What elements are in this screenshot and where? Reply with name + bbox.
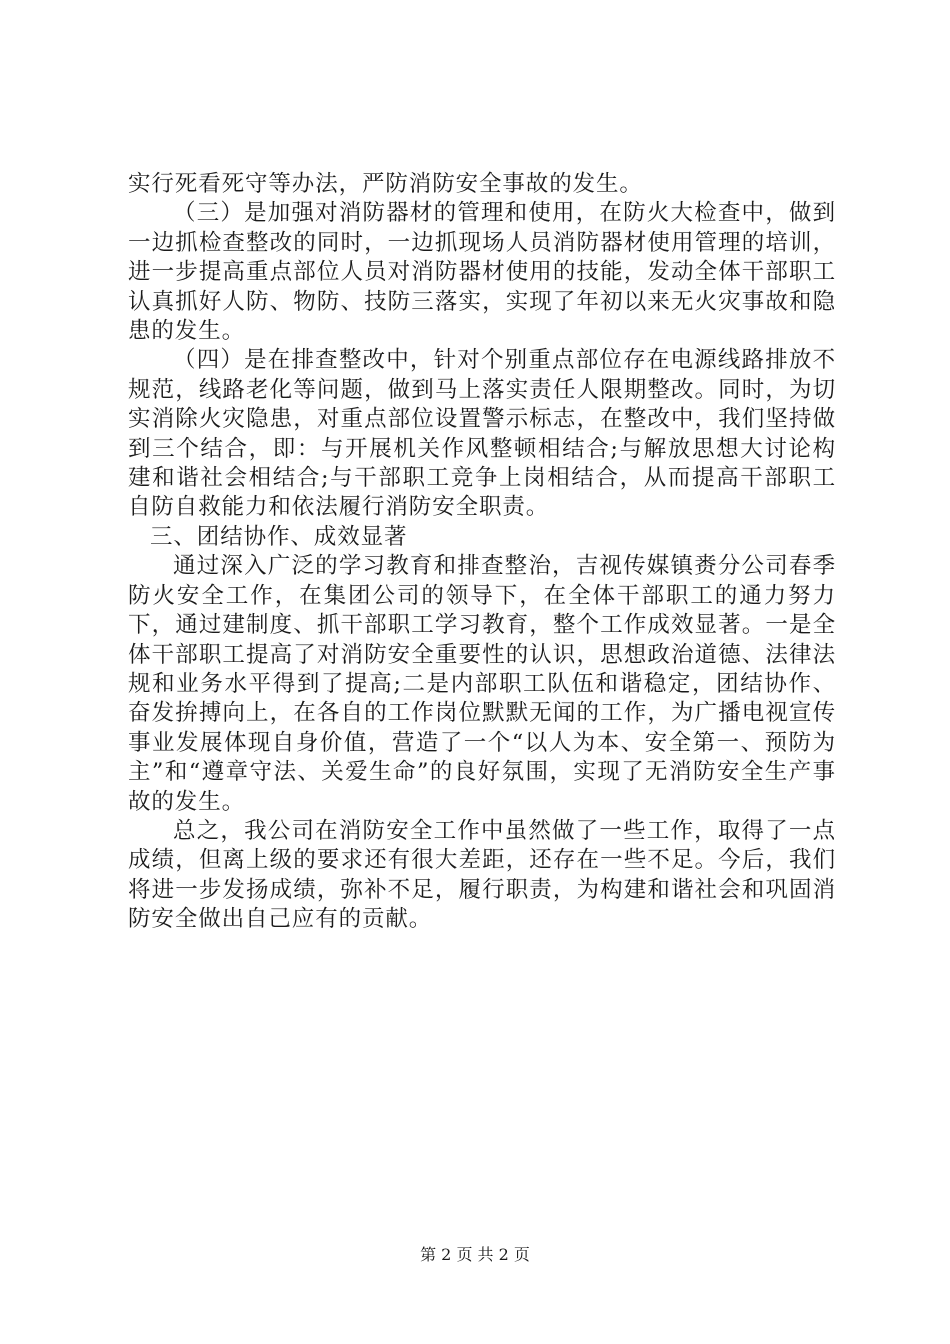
- section-heading: 三、团结协作、成效显著: [150, 523, 408, 550]
- paragraph-conclusion: 总之，我公司在消防安全工作中虽然做了一些工作，取得了一点成绩，但离上级的要求还有很大差距，还存在一些不足。今后，我们将进一步发扬成绩，弥补不足，履行职责，为构建和谐社会和巩固消防安全做出自己应有的贡献。: [128, 817, 836, 933]
- page-footer: 第 2 页 共 2 页: [420, 1245, 530, 1264]
- document-body: [128, 170, 836, 935]
- paragraph-results: 通过深入广泛的学习教育和排查整治，吉视传媒镇赉分公司春季防火安全工作，在集团公司的领导下，在全体干部职工的通力努力下，通过建制度、抓干部职工学习教育，整个工作成效显著。一是全体干部职工提高了对消防安全重要性的认识，思想政治道德、法律法规和业务水平得到了提高;二是内部职工队伍和谐稳定，团结协作、奋发拚搏向上，在各自的工作岗位默默无闻的工作，为广播电视宣传事业发展体现自身价值，营造了一个“以人为本、安全第一、预防为主”和“遵章守法、关爱生命”的良好氛围，实现了无消防安全生产事故的发生。: [128, 553, 836, 815]
- paragraph-continuation: 实行死看死守等办法，严防消防安全事故的发生。: [128, 171, 643, 197]
- paragraph-item-three: （三）是加强对消防器材的管理和使用，在防火大检查中，做到一边抓检查整改的同时，一边抓现场人员消防器材使用管理的培训，进一步提高重点部位人员对消防器材使用的技能，发动全体干部职工认真抓好人防、物防、技防三落实，实现了年初以来无火灾事故和隐患的发生。: [128, 200, 836, 345]
- paragraph-item-four: （四）是在排查整改中，针对个别重点部位存在电源线路排放不规范，线路老化等问题，做到马上落实责任人限期整改。同时，为切实消除火灾隐患，对重点部位设置警示标志，在整改中，我们坚持做到三个结合，即：与开展机关作风整顿相结合;与解放思想大讨论构建和谐社会相结合;与干部职工竞争上岗相结合，从而提高干部职工自防自救能力和依法履行消防安全职责。: [128, 347, 836, 521]
